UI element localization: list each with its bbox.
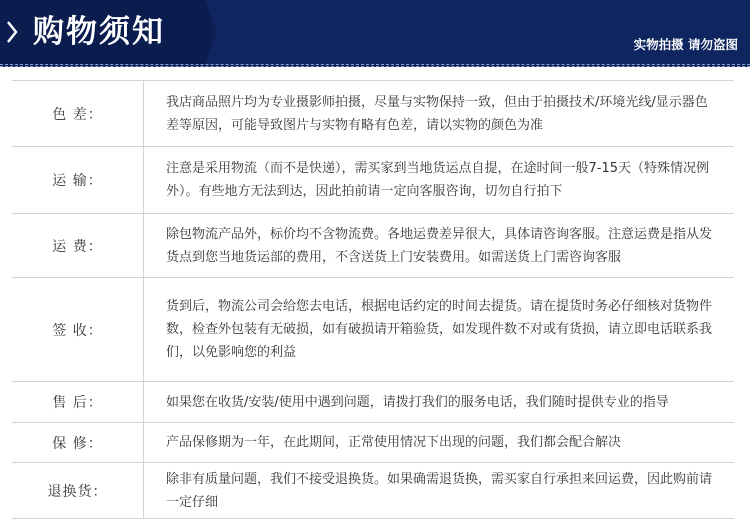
row-text: 注意是采用物流（而不是快递），需买家到当地货运点自提，在途时间一般7-15天（特殊情况例外）。有些地方无法到达，因此拍前请一定向客服咨询，切勿自行拍下 [166, 161, 710, 199]
notice-row-after-sales [12, 382, 734, 423]
chevron-right-icon [6, 20, 18, 44]
row-label: 售 后： [12, 382, 144, 422]
notice-row-returns [12, 463, 734, 519]
row-label: 色 差： [12, 81, 144, 146]
row-text: 除包物流产品外，标价均不含物流费。各地运费差异很大，具体请咨询客服。注意运费是指从发货点到您当地货运部的费用，不含送货上门安装费用。如需送货上门需咨询客服 [166, 226, 713, 265]
row-label: 运 输： [12, 147, 144, 213]
row-text: 产品保修期为一年，在此期间，正常使用情况下出现的问题，我们都会配合解决 [166, 435, 622, 450]
notice-row-transport [12, 147, 734, 214]
header-banner [0, 0, 750, 64]
row-label: 退换货： [12, 463, 144, 518]
header-divider [0, 64, 750, 67]
notice-row-warranty [12, 423, 734, 463]
page-subtitle: 实物拍摄 请勿盗图 [633, 37, 738, 52]
title-block [0, 0, 205, 64]
row-label: 签 收： [12, 278, 144, 381]
page-title: 购物须知 [33, 14, 165, 50]
row-text: 我店商品照片均为专业摄影师拍摄，尽量与实物保持一致，但由于拍摄技术/环境光线/显示器色差等原因，可能导致图片与实物有略有色差，请以实物的颜色为准 [166, 94, 708, 133]
row-label: 保 修： [12, 423, 144, 462]
notice-row-color-difference [12, 81, 734, 147]
row-text: 货到后，物流公司会给您去电话，根据电话约定的时间去提货。请在提货时务必仔细核对货物件数，检查外包装有无破损，如有破损请开箱验货，如发现件数不对或有货损，请立即电话联系我们，以免影响您的利益 [166, 299, 713, 360]
notice-row-receipt [12, 278, 734, 382]
row-label: 运 费： [12, 214, 144, 277]
notice-row-shipping-fee [12, 214, 734, 278]
row-text: 如果您在收货/安装/使用中遇到问题，请拨打我们的服务电话，我们随时提供专业的指导 [166, 394, 669, 410]
notice-table [12, 80, 734, 519]
row-text: 除非有质量问题，我们不接受退换货。如果确需退货换，需买家自行承担来回运费，因此购前请一定仔细 [166, 471, 713, 510]
